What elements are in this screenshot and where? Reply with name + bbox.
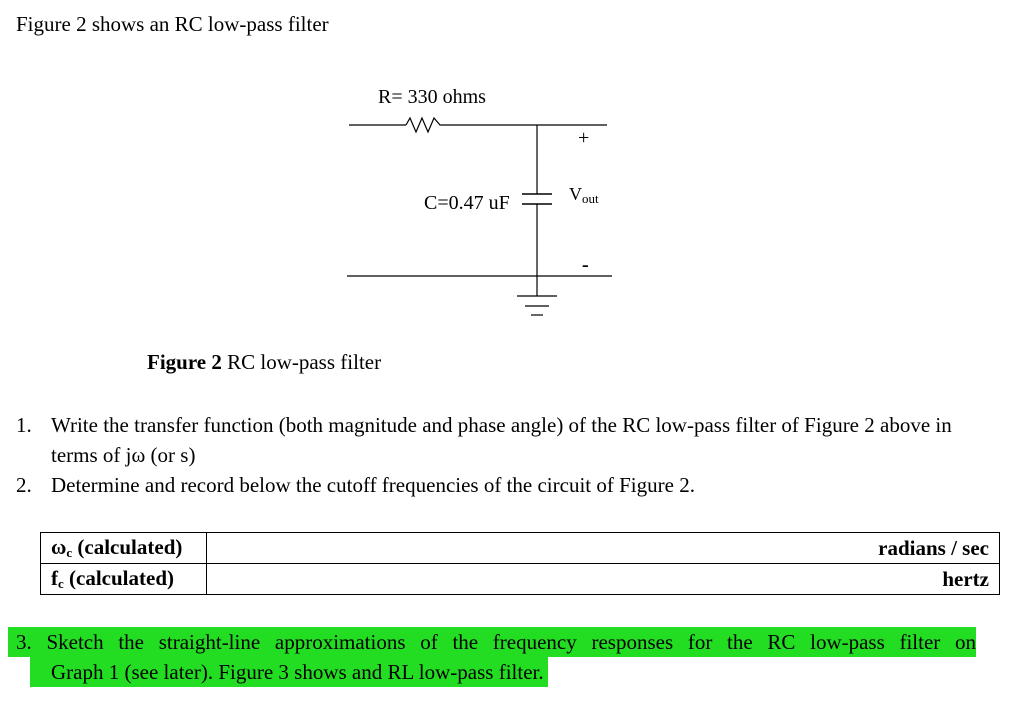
- capacitor-label: C=0.47 uF: [424, 192, 510, 214]
- highlighted-text-1: Sketch the straight-line approximations of the frequency responses for the RC low-pass filter on: [46, 630, 976, 654]
- highlighted-number: 3.: [16, 630, 32, 654]
- list-item: [16, 470, 996, 500]
- table-row: [41, 533, 1000, 564]
- list-item-number: 1.: [16, 413, 32, 437]
- subscript: c: [66, 545, 73, 560]
- label-text: (calculated): [72, 535, 183, 559]
- unit-text: hertz: [942, 566, 989, 591]
- table-row-label: [41, 533, 207, 564]
- figure-caption-bold: Figure 2: [147, 350, 222, 374]
- list-item-number: 2.: [16, 473, 32, 497]
- omega-symbol: ω: [51, 535, 67, 559]
- list-item-text: Write the transfer function (both magnitude and phase angle) of the RC low-pass filter of Figure 2 above in terms of jω (or s): [51, 413, 952, 467]
- highlighted-line-2: Graph 1 (see later). Figure 3 shows and RL low-pass filter.: [30, 657, 548, 687]
- table-row-value-cell[interactable]: [207, 533, 1000, 564]
- table-row-label: [41, 564, 207, 595]
- table-row: [41, 564, 1000, 595]
- resistor-label: R= 330 ohms: [378, 86, 486, 108]
- question-list: [16, 410, 996, 500]
- vout-subscript: out: [582, 191, 599, 206]
- figure-caption-text: RC low-pass filter: [227, 350, 382, 374]
- list-item-text: Determine and record below the cutoff frequencies of the circuit of Figure 2.: [51, 473, 695, 497]
- highlighted-line-1: [8, 627, 976, 657]
- list-item: [16, 410, 996, 470]
- unit-text: radians / sec: [878, 535, 989, 560]
- figure-caption: [147, 350, 381, 375]
- table-row-value-cell[interactable]: [207, 564, 1000, 595]
- minus-terminal: -: [582, 254, 589, 276]
- cutoff-results-table: [40, 532, 1000, 595]
- label-text: (calculated): [63, 566, 175, 590]
- vout-main: V: [569, 184, 582, 204]
- intro-text: Figure 2 shows an RC low-pass filter: [16, 12, 329, 36]
- vout-label: [569, 184, 599, 207]
- resistor-symbol: [406, 118, 446, 132]
- subscript: c: [58, 576, 64, 591]
- plus-terminal: +: [578, 127, 590, 149]
- f-symbol: f: [51, 566, 58, 590]
